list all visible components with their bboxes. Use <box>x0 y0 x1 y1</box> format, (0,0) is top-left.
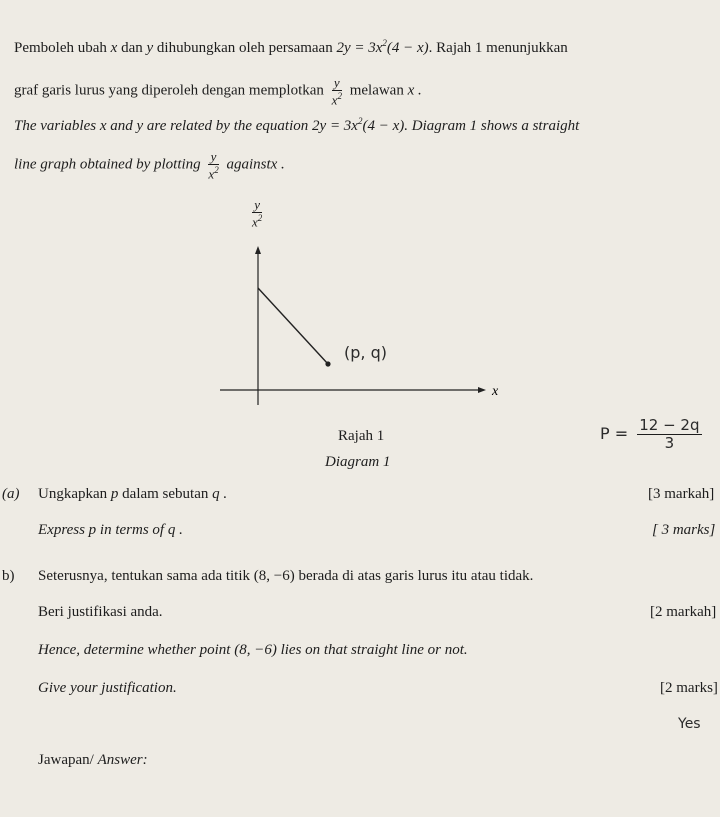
question-a-ms: Ungkapkan p dalam sebutan q . <box>38 486 228 502</box>
y-axis-label: $\frac{y}{x^2}$ <box>252 197 263 230</box>
fraction-y-over-x2: $\frac{y}{x^2}$ <box>208 149 219 182</box>
point-8-minus-6: (8, −6) <box>253 568 295 584</box>
y-axis-arrow-icon <box>255 246 261 254</box>
handwritten-yes: Yes <box>678 716 701 732</box>
var-x: x <box>110 40 118 56</box>
intro-text: against <box>226 156 271 173</box>
var-x: x . <box>270 156 285 173</box>
intro-text: dan <box>121 40 143 56</box>
intro-text: dihubungkan oleh persamaan <box>156 40 333 56</box>
caption-en: Diagram 1 <box>325 454 391 470</box>
question-b-ms-line2: Beri justifikasi anda. <box>38 604 163 620</box>
intro-text: melawan <box>349 82 404 99</box>
intro-text: and <box>110 118 133 134</box>
x-axis-arrow-icon <box>478 387 486 393</box>
question-b-ms-line1: Seterusnya, tentukan sama ada titik (8, −6) berada di atas garis lurus itu atau tidak. <box>38 568 534 584</box>
equation: $2y = 3x^2(4 - x)$ <box>336 38 429 56</box>
intro-text: graf garis lurus yang diperoleh dengan memplotkan <box>14 82 324 99</box>
point-8-minus-6: (8, −6) <box>234 642 277 658</box>
var-x: x <box>99 118 107 134</box>
point-p-q <box>325 361 330 366</box>
var-y: y <box>136 118 144 134</box>
fraction-y-over-x2: $\frac{y}{x^2}$ <box>331 75 342 108</box>
question-b-letter: b) <box>2 568 15 584</box>
intro-text: . Diagram 1 shows a straight <box>404 118 580 134</box>
question-b-en-line1: Hence, determine whether point (8, −6) lies on that straight line or not. <box>38 642 468 658</box>
intro-en-line2 <box>14 150 285 180</box>
question-b-marks-ms: [2 markah] <box>650 604 717 620</box>
question-b-marks-en: [2 marks] <box>660 680 718 696</box>
question-a-marks-en: [ 3 marks] <box>652 522 716 538</box>
diagram-1-graph <box>210 240 510 420</box>
intro-ms-line2 <box>14 76 422 106</box>
intro-text: Pemboleh ubah <box>14 40 107 56</box>
intro-ms-line1 <box>14 38 568 57</box>
question-a-marks-ms: [3 markah] <box>648 486 715 502</box>
straight-line <box>258 288 328 364</box>
answer-label: Jawapan/ Answer: <box>38 752 148 768</box>
var-x: x . <box>407 82 422 99</box>
point-label: (p, q) <box>344 343 387 362</box>
intro-en-line1 <box>14 116 579 135</box>
equation: $2y = 3x^2(4 - x)$ <box>312 116 405 134</box>
intro-text: The variables <box>14 118 97 134</box>
x-axis-label: x <box>492 384 499 399</box>
question-a-en: Express p in terms of q . <box>38 522 183 538</box>
var-y: y <box>146 40 154 56</box>
intro-text: are related by the equation <box>146 118 309 134</box>
question-b-en-line2: Give your justification. <box>38 680 177 696</box>
intro-text: . Rajah 1 menunjukkan <box>428 40 568 56</box>
handwritten-p-answer: P = $\frac{12 - 2q}{3}$ <box>600 416 700 452</box>
caption-ms: Rajah 1 <box>338 428 385 444</box>
intro-text: line graph obtained by plotting <box>14 156 201 173</box>
question-a-letter: (a) <box>2 486 20 502</box>
